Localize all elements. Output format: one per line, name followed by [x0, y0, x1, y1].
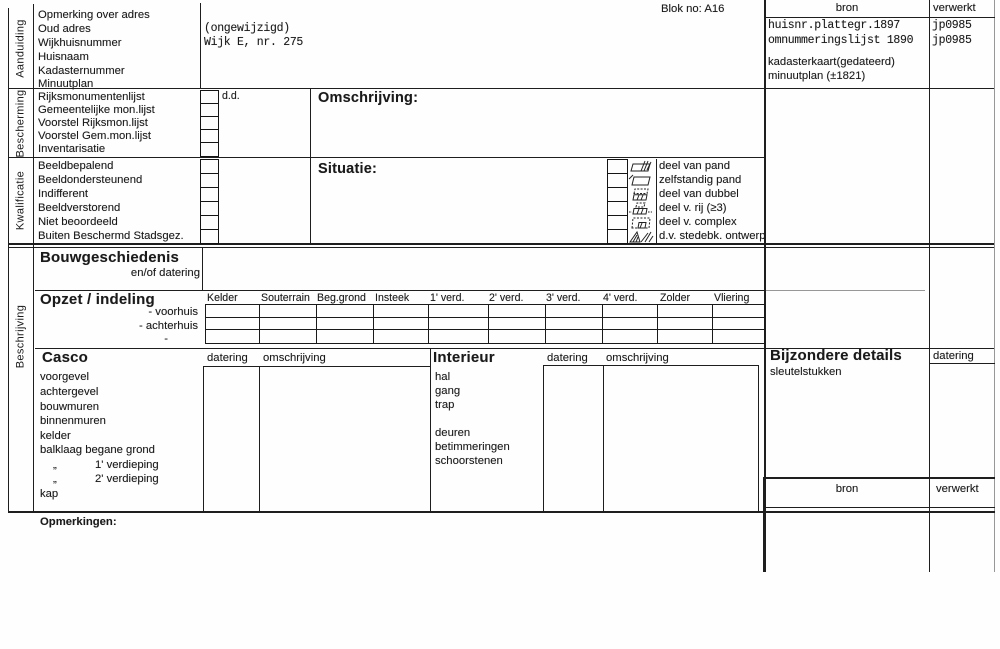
opzet-cell	[603, 330, 658, 343]
interieur-row-label: trap	[435, 399, 455, 411]
opzet-cell	[317, 330, 374, 343]
bijzondere-row-label: sleutelstukken	[770, 366, 842, 378]
opzet-row-label: - voorhuis	[148, 306, 198, 318]
opzet-cell	[260, 318, 317, 331]
casco-row-label: balklaag begane grond	[40, 444, 155, 456]
divider	[33, 4, 34, 511]
checkbox	[607, 229, 628, 244]
bron-entry: minuutplan (±1821)	[768, 70, 866, 82]
bijzondere-details-heading: Bijzondere details	[770, 347, 902, 364]
opzet-table	[205, 304, 765, 344]
divider	[543, 365, 758, 366]
bron-entry: huisnr.plattegr.1897	[768, 19, 901, 32]
field-label: Wijkhuisnummer	[38, 37, 122, 49]
section-label-aanduiding: Aanduiding	[14, 19, 26, 78]
bron-entry: kadasterkaart(gedateerd)	[768, 56, 895, 68]
divider	[656, 159, 657, 243]
divider	[8, 243, 995, 245]
opzet-column-header: Vliering	[714, 292, 750, 304]
kwalificatie-item: Beeldondersteunend	[38, 174, 143, 186]
opzet-cell	[260, 330, 317, 343]
bescherming-item: Inventarisatie	[38, 143, 106, 155]
opzet-cell	[374, 330, 429, 343]
section-label-beschrijving: Beschrijving	[14, 304, 26, 369]
opzet-cell	[374, 305, 429, 318]
bescherming-item: Gemeentelijke mon.lijst	[38, 104, 155, 116]
divider	[203, 366, 204, 511]
casco-row-label: bouwmuren	[40, 400, 100, 413]
checkbox	[200, 142, 219, 157]
interieur-omschrijving-header: omschrijving	[606, 352, 669, 364]
divider	[200, 3, 201, 88]
bescherming-item: Voorstel Rijksmon.lijst	[38, 117, 148, 129]
opzet-column-header: Souterrain	[261, 292, 310, 304]
bouwgeschiedenis-subtitle: en/of datering	[130, 267, 200, 279]
casco-heading: Casco	[42, 349, 89, 366]
checkbox	[607, 215, 628, 230]
interieur-row-label: deuren	[435, 427, 471, 439]
opzet-cell	[713, 305, 764, 318]
opzet-heading: Opzet / indeling	[40, 291, 155, 308]
opzet-cell	[658, 318, 713, 331]
casco-row-label: 2' verdieping	[95, 473, 159, 485]
bescherming-item: Rijksmonumentenlijst	[38, 91, 145, 103]
opzet-cell	[206, 330, 260, 343]
casco-row-label: 1' verdieping	[95, 458, 159, 471]
casco-row-ditto: „	[53, 458, 57, 471]
casco-row-ditto: „	[53, 473, 57, 485]
field-label: Huisnaam	[38, 51, 89, 63]
opzet-cell	[713, 330, 764, 343]
checkbox	[607, 201, 628, 216]
opzet-row-label: - achterhuis	[138, 319, 198, 332]
kwalificatie-item: Buiten Beschermd Stadsgez.	[38, 230, 184, 242]
casco-row-label: kap	[40, 487, 59, 500]
opzet-column-header: Kelder	[207, 292, 238, 304]
divider	[543, 365, 544, 511]
blok-no: Blok no: A16	[661, 3, 725, 15]
opzet-cell	[317, 318, 374, 331]
casco-row-label: binnenmuren	[40, 415, 106, 427]
opzet-cell	[603, 305, 658, 318]
casco-row-label: achtergevel	[40, 386, 99, 398]
situatie-item-label: deel van pand	[659, 160, 730, 172]
opzet-cell	[429, 305, 489, 318]
typed-value-oud-adres: (ongewijzigd)	[204, 22, 290, 35]
opzet-cell	[546, 305, 603, 318]
opzet-cell	[206, 318, 260, 331]
kwalificatie-item: Beeldbepalend	[38, 160, 114, 172]
casco-row-label: kelder	[40, 429, 71, 442]
divider	[8, 157, 765, 158]
bescherming-item: Voorstel Gem.mon.lijst	[38, 130, 152, 142]
checkbox	[200, 159, 219, 174]
opzet-column-header: 4' verd.	[603, 292, 638, 304]
opzet-column-header: Insteek	[375, 292, 410, 304]
opzet-cell	[546, 330, 603, 343]
dd-label: d.d.	[222, 90, 240, 102]
casco-datering-header: datering	[207, 352, 248, 364]
opzet-cell	[546, 318, 603, 331]
opzet-cell	[489, 318, 546, 331]
section-label-bescherming: Bescherming	[14, 89, 26, 158]
interieur-datering-header: datering	[547, 352, 588, 364]
opzet-cell	[317, 305, 374, 318]
opzet-cell	[206, 305, 260, 318]
divider	[310, 88, 311, 243]
kwalificatie-item: Beeldverstorend	[38, 202, 121, 214]
opzet-cell	[260, 305, 317, 318]
opzet-cell	[429, 330, 489, 343]
checkbox	[200, 187, 219, 202]
plan-deel-v-complex-icon	[628, 216, 655, 229]
divider	[758, 365, 759, 511]
plan-deel-v-rij-icon	[628, 202, 655, 215]
plan-deel-van-dubbel-icon	[628, 188, 655, 201]
typed-value-wijkhuisnummer: Wijk E, nr. 275	[204, 36, 304, 49]
interieur-row-label: gang	[435, 385, 461, 397]
situatie-item-label: zelfstandig pand	[659, 174, 742, 186]
kwalificatie-item: Niet beoordeeld	[38, 216, 118, 228]
opzet-column-header: 2' verd.	[489, 292, 524, 304]
verwerkt-entry: jp0985	[932, 19, 972, 32]
opzet-cell	[374, 318, 429, 331]
divider	[765, 290, 925, 291]
opzet-cell	[489, 305, 546, 318]
plan-zelfstandig-pand-icon	[628, 174, 655, 187]
interieur-row-label: betimmeringen	[435, 441, 510, 453]
section-label-kwalificatie: Kwalificatie	[14, 170, 26, 231]
plan-deel-van-pand-icon	[628, 160, 655, 173]
casco-row-label: voorgevel	[40, 371, 89, 383]
checkbox	[200, 215, 219, 230]
situatie-item-label: deel van dubbel	[659, 188, 739, 200]
opzet-cell	[603, 318, 658, 331]
divider	[765, 477, 995, 479]
checkbox	[607, 187, 628, 202]
interieur-heading: Interieur	[433, 349, 495, 366]
divider	[929, 0, 930, 572]
opzet-cell	[658, 305, 713, 318]
divider	[202, 248, 203, 290]
situatie-item-label: deel v. rij (≥3)	[659, 202, 727, 214]
checkbox	[200, 173, 219, 188]
situatie-item-label: deel v. complex	[659, 216, 737, 228]
divider	[603, 365, 604, 511]
divider	[8, 8, 9, 511]
bouwgeschiedenis-heading: Bouwgeschiedenis	[40, 249, 180, 266]
omschrijving-heading: Omschrijving:	[318, 90, 419, 106]
footer-bron-header: bron	[835, 483, 859, 495]
divider	[259, 366, 260, 511]
checkbox	[607, 173, 628, 188]
field-label: Oud adres	[38, 23, 91, 35]
divider	[929, 363, 995, 364]
bijzondere-datering-header: datering	[933, 350, 974, 362]
opzet-cell	[658, 330, 713, 343]
situatie-heading: Situatie:	[318, 161, 377, 177]
opzet-cell	[489, 330, 546, 343]
verwerkt-column-header: verwerkt	[933, 2, 976, 14]
kwalificatie-item: Indifferent	[38, 188, 89, 200]
interieur-row-label: schoorstenen	[435, 455, 503, 467]
casco-omschrijving-header: omschrijving	[263, 352, 326, 364]
opzet-column-header: 3' verd.	[546, 292, 581, 304]
field-label: Minuutplan	[38, 78, 94, 90]
opzet-row-label: -	[164, 333, 168, 345]
situatie-item-label: d.v. stedebk. ontwerp	[659, 230, 766, 242]
opmerkingen-heading: Opmerkingen:	[40, 516, 117, 528]
divider	[203, 366, 431, 367]
bron-column-header: bron	[835, 2, 859, 14]
plan-stedebouwkundig-ontwerp-icon	[628, 230, 655, 243]
divider	[994, 0, 995, 572]
opzet-cell	[713, 318, 764, 331]
divider	[430, 348, 431, 511]
interieur-row-label: hal	[435, 371, 451, 383]
checkbox	[607, 159, 628, 174]
verwerkt-entry: jp0985	[932, 34, 972, 47]
opzet-column-header: Beg.grond	[317, 292, 366, 304]
divider	[765, 507, 995, 508]
opzet-cell	[429, 318, 489, 331]
checkbox	[200, 201, 219, 216]
opzet-column-header: Zolder	[660, 292, 691, 304]
field-label: Kadasternummer	[38, 65, 125, 77]
footer-verwerkt-header: verwerkt	[936, 483, 979, 495]
divider	[8, 88, 995, 89]
field-label: Opmerking over adres	[38, 9, 150, 21]
opzet-column-header: 1' verd.	[430, 292, 465, 304]
divider	[8, 511, 995, 513]
checkbox	[200, 229, 219, 244]
bron-entry: omnummeringslijst 1890	[768, 34, 914, 47]
